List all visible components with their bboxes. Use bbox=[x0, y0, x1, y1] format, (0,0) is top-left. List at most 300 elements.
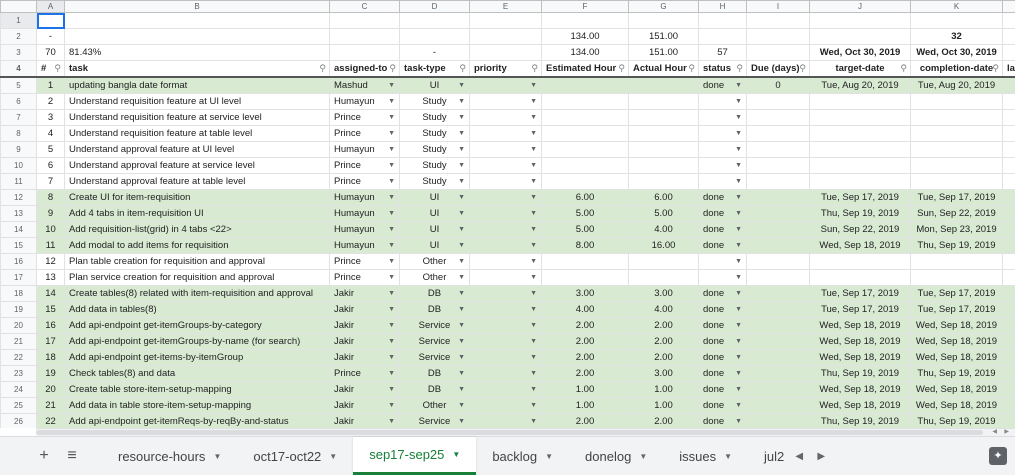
total-estimated-hour[interactable] bbox=[542, 29, 629, 45]
completion-date-cell[interactable] bbox=[911, 334, 1003, 350]
target-date-cell[interactable] bbox=[810, 350, 911, 366]
actual-hour-cell[interactable] bbox=[629, 142, 699, 158]
due-days-cell[interactable] bbox=[747, 414, 810, 429]
task-cell[interactable] bbox=[65, 270, 330, 286]
target-date-cell[interactable] bbox=[810, 94, 911, 110]
assigned-to-cell[interactable] bbox=[330, 254, 400, 270]
target-date-cell[interactable] bbox=[810, 110, 911, 126]
completion-date-cell[interactable] bbox=[911, 190, 1003, 206]
dropdown-arrow-icon[interactable]: ▼ bbox=[388, 318, 395, 333]
task-cell[interactable] bbox=[65, 398, 330, 414]
estimated-hour-cell[interactable] bbox=[542, 414, 629, 429]
status-cell[interactable] bbox=[699, 334, 747, 350]
dropdown-arrow-icon[interactable]: ▼ bbox=[530, 110, 537, 125]
priority-cell[interactable] bbox=[470, 94, 542, 110]
task-number[interactable] bbox=[37, 77, 65, 94]
header-status[interactable] bbox=[699, 61, 747, 78]
assigned-to-cell[interactable] bbox=[330, 142, 400, 158]
assigned-to-cell[interactable] bbox=[330, 398, 400, 414]
completion-date-cell[interactable] bbox=[911, 286, 1003, 302]
cell[interactable] bbox=[699, 13, 747, 29]
task-type-cell[interactable] bbox=[400, 222, 470, 238]
task-cell[interactable] bbox=[65, 174, 330, 190]
status-cell[interactable] bbox=[699, 350, 747, 366]
summary-count[interactable] bbox=[911, 29, 1003, 45]
sheet-tab-issues[interactable] bbox=[663, 437, 748, 475]
priority-cell[interactable] bbox=[470, 206, 542, 222]
target-date-cell[interactable] bbox=[810, 302, 911, 318]
actual-hour-cell[interactable] bbox=[629, 382, 699, 398]
task-cell[interactable] bbox=[65, 94, 330, 110]
completion-date-cell[interactable] bbox=[911, 126, 1003, 142]
due-days-cell[interactable] bbox=[747, 366, 810, 382]
row-number[interactable] bbox=[1, 302, 37, 318]
dropdown-arrow-icon[interactable]: ▼ bbox=[530, 78, 537, 93]
task-number[interactable] bbox=[37, 350, 65, 366]
status-cell[interactable] bbox=[699, 222, 747, 238]
dropdown-arrow-icon[interactable]: ▼ bbox=[735, 78, 742, 93]
task-cell[interactable] bbox=[65, 190, 330, 206]
tabs-scroll-left-icon[interactable]: ◀ bbox=[788, 451, 810, 462]
task-type-cell[interactable] bbox=[400, 206, 470, 222]
status-cell[interactable] bbox=[699, 254, 747, 270]
dropdown-arrow-icon[interactable]: ▼ bbox=[735, 414, 742, 428]
due-days-cell[interactable] bbox=[747, 110, 810, 126]
dropdown-arrow-icon[interactable]: ▼ bbox=[458, 174, 465, 189]
completion-date-cell[interactable] bbox=[911, 302, 1003, 318]
status-cell[interactable] bbox=[699, 126, 747, 142]
task-number[interactable] bbox=[37, 334, 65, 350]
assigned-to-cell[interactable] bbox=[330, 286, 400, 302]
actual-hour-cell[interactable] bbox=[629, 222, 699, 238]
completion-date-cell[interactable] bbox=[911, 382, 1003, 398]
priority-cell[interactable] bbox=[470, 222, 542, 238]
header-priority[interactable] bbox=[470, 61, 542, 78]
dropdown-arrow-icon[interactable]: ▼ bbox=[458, 222, 465, 237]
row-number[interactable]: 3 bbox=[1, 45, 37, 61]
assigned-to-cell[interactable] bbox=[330, 190, 400, 206]
dropdown-arrow-icon[interactable]: ▼ bbox=[388, 350, 395, 365]
column-header[interactable] bbox=[330, 1, 400, 13]
dropdown-arrow-icon[interactable]: ▼ bbox=[388, 78, 395, 93]
selected-cell[interactable] bbox=[37, 13, 65, 29]
sheet-tab-oct17-oct22[interactable] bbox=[237, 437, 353, 475]
dropdown-arrow-icon[interactable]: ▼ bbox=[458, 334, 465, 349]
task-cell[interactable] bbox=[65, 318, 330, 334]
assigned-to-cell[interactable] bbox=[330, 302, 400, 318]
due-days-cell[interactable] bbox=[747, 398, 810, 414]
assigned-to-cell[interactable] bbox=[330, 174, 400, 190]
dropdown-arrow-icon[interactable]: ▼ bbox=[388, 174, 395, 189]
task-cell[interactable] bbox=[65, 142, 330, 158]
row-number[interactable] bbox=[1, 77, 37, 94]
cell[interactable] bbox=[65, 29, 330, 45]
target-date-cell[interactable] bbox=[810, 286, 911, 302]
actual-hour-cell[interactable] bbox=[629, 158, 699, 174]
chevron-down-icon[interactable]: ▼ bbox=[724, 452, 732, 461]
dropdown-arrow-icon[interactable]: ▼ bbox=[458, 318, 465, 333]
header-task[interactable] bbox=[65, 61, 330, 78]
dropdown-arrow-icon[interactable]: ▼ bbox=[388, 126, 395, 141]
target-date-cell[interactable] bbox=[810, 318, 911, 334]
dropdown-arrow-icon[interactable]: ▼ bbox=[388, 414, 395, 428]
task-type-cell[interactable] bbox=[400, 142, 470, 158]
dropdown-arrow-icon[interactable]: ▼ bbox=[735, 190, 742, 205]
cell[interactable] bbox=[1003, 206, 1015, 222]
task-type-cell[interactable] bbox=[400, 110, 470, 126]
task-cell[interactable] bbox=[65, 238, 330, 254]
row-number[interactable] bbox=[1, 334, 37, 350]
cell[interactable] bbox=[1003, 238, 1015, 254]
completion-date-cell[interactable] bbox=[911, 110, 1003, 126]
assigned-to-cell[interactable] bbox=[330, 110, 400, 126]
actual-hour-cell[interactable] bbox=[629, 110, 699, 126]
actual-hour-cell[interactable] bbox=[629, 398, 699, 414]
dropdown-arrow-icon[interactable]: ▼ bbox=[530, 286, 537, 301]
filter-icon[interactable]: ⚲ bbox=[688, 61, 695, 76]
cell[interactable] bbox=[542, 13, 629, 29]
dropdown-arrow-icon[interactable]: ▼ bbox=[388, 110, 395, 125]
task-type-cell[interactable] bbox=[400, 174, 470, 190]
dropdown-arrow-icon[interactable]: ▼ bbox=[735, 382, 742, 397]
chevron-down-icon[interactable]: ▼ bbox=[639, 452, 647, 461]
dropdown-arrow-icon[interactable]: ▼ bbox=[388, 382, 395, 397]
task-type-cell[interactable] bbox=[400, 334, 470, 350]
estimated-hour-cell[interactable] bbox=[542, 190, 629, 206]
target-date-cell[interactable] bbox=[810, 414, 911, 429]
task-cell[interactable] bbox=[65, 350, 330, 366]
dropdown-arrow-icon[interactable]: ▼ bbox=[530, 126, 537, 141]
dropdown-arrow-icon[interactable]: ▼ bbox=[735, 334, 742, 349]
cell[interactable] bbox=[1003, 350, 1015, 366]
dropdown-arrow-icon[interactable]: ▼ bbox=[735, 206, 742, 221]
due-days-cell[interactable] bbox=[747, 190, 810, 206]
priority-cell[interactable] bbox=[470, 350, 542, 366]
task-type-cell[interactable] bbox=[400, 238, 470, 254]
completion-date-cell[interactable] bbox=[911, 350, 1003, 366]
row-number[interactable] bbox=[1, 158, 37, 174]
due-days-cell[interactable] bbox=[747, 77, 810, 94]
target-date-cell[interactable] bbox=[810, 254, 911, 270]
target-date-cell[interactable] bbox=[810, 206, 911, 222]
completion-percent[interactable] bbox=[65, 45, 330, 61]
dropdown-arrow-icon[interactable]: ▼ bbox=[530, 222, 537, 237]
dropdown-arrow-icon[interactable]: ▼ bbox=[735, 302, 742, 317]
cell[interactable] bbox=[1003, 110, 1015, 126]
status-cell[interactable] bbox=[699, 414, 747, 429]
task-type-cell[interactable] bbox=[400, 414, 470, 429]
priority-cell[interactable] bbox=[470, 414, 542, 429]
task-number[interactable] bbox=[37, 318, 65, 334]
priority-cell[interactable] bbox=[470, 398, 542, 414]
cell[interactable] bbox=[1003, 302, 1015, 318]
chevron-down-icon[interactable]: ▼ bbox=[329, 452, 337, 461]
cell[interactable] bbox=[747, 29, 810, 45]
completion-date-cell[interactable] bbox=[911, 94, 1003, 110]
dropdown-arrow-icon[interactable]: ▼ bbox=[458, 270, 465, 285]
row-number[interactable] bbox=[1, 206, 37, 222]
dropdown-arrow-icon[interactable]: ▼ bbox=[735, 398, 742, 413]
estimated-hour-cell[interactable] bbox=[542, 158, 629, 174]
cell[interactable] bbox=[470, 45, 542, 61]
header-truncated[interactable] bbox=[1003, 61, 1015, 78]
status-cell[interactable] bbox=[699, 110, 747, 126]
dropdown-arrow-icon[interactable]: ▼ bbox=[735, 254, 742, 269]
priority-cell[interactable] bbox=[470, 318, 542, 334]
cell[interactable] bbox=[1003, 366, 1015, 382]
task-number[interactable] bbox=[37, 222, 65, 238]
latest-target-date[interactable] bbox=[810, 45, 911, 61]
dropdown-arrow-icon[interactable]: ▼ bbox=[735, 142, 742, 157]
filter-icon[interactable]: ⚲ bbox=[54, 61, 61, 76]
task-type-cell[interactable] bbox=[400, 158, 470, 174]
priority-cell[interactable] bbox=[470, 158, 542, 174]
cell[interactable] bbox=[629, 45, 699, 61]
priority-cell[interactable] bbox=[470, 77, 542, 94]
column-header[interactable] bbox=[542, 1, 629, 13]
chevron-down-icon[interactable]: ▼ bbox=[452, 450, 460, 459]
cell[interactable] bbox=[1003, 174, 1015, 190]
completion-date-cell[interactable] bbox=[911, 174, 1003, 190]
due-days-cell[interactable] bbox=[747, 238, 810, 254]
cell[interactable] bbox=[1003, 45, 1015, 61]
dropdown-arrow-icon[interactable]: ▼ bbox=[530, 366, 537, 381]
cell[interactable] bbox=[810, 13, 911, 29]
scroll-right-icon[interactable]: ▶ bbox=[1004, 428, 1009, 435]
column-header[interactable] bbox=[37, 1, 65, 13]
task-type-cell[interactable] bbox=[400, 286, 470, 302]
due-days-cell[interactable] bbox=[747, 350, 810, 366]
due-days-cell[interactable] bbox=[747, 286, 810, 302]
estimated-hour-cell[interactable] bbox=[542, 77, 629, 94]
dropdown-arrow-icon[interactable]: ▼ bbox=[388, 94, 395, 109]
task-type-cell[interactable] bbox=[400, 190, 470, 206]
estimated-hour-cell[interactable] bbox=[542, 222, 629, 238]
dropdown-arrow-icon[interactable]: ▼ bbox=[458, 366, 465, 381]
actual-hour-cell[interactable] bbox=[629, 190, 699, 206]
actual-hour-cell[interactable] bbox=[629, 238, 699, 254]
task-number[interactable] bbox=[37, 382, 65, 398]
task-cell[interactable] bbox=[65, 366, 330, 382]
task-type-cell[interactable] bbox=[400, 126, 470, 142]
actual-hour-cell[interactable] bbox=[629, 302, 699, 318]
estimated-hour-cell[interactable] bbox=[542, 206, 629, 222]
status-cell[interactable] bbox=[699, 286, 747, 302]
sheet-tab-donelog[interactable] bbox=[569, 437, 663, 475]
header-completion-date[interactable] bbox=[911, 61, 1003, 78]
column-header[interactable] bbox=[911, 1, 1003, 13]
completion-date-cell[interactable] bbox=[911, 318, 1003, 334]
row-number[interactable] bbox=[1, 222, 37, 238]
dropdown-arrow-icon[interactable]: ▼ bbox=[388, 286, 395, 301]
cell[interactable] bbox=[400, 13, 470, 29]
dropdown-arrow-icon[interactable]: ▼ bbox=[735, 94, 742, 109]
cell[interactable] bbox=[1003, 414, 1015, 429]
due-days-cell[interactable] bbox=[747, 158, 810, 174]
dropdown-arrow-icon[interactable]: ▼ bbox=[530, 318, 537, 333]
dropdown-arrow-icon[interactable]: ▼ bbox=[388, 222, 395, 237]
scroll-left-icon[interactable]: ◀ bbox=[992, 428, 997, 435]
latest-completion-date[interactable] bbox=[911, 45, 1003, 61]
due-days-cell[interactable] bbox=[747, 382, 810, 398]
column-header[interactable] bbox=[65, 1, 330, 13]
cell[interactable] bbox=[470, 13, 542, 29]
cell[interactable] bbox=[911, 13, 1003, 29]
dropdown-arrow-icon[interactable]: ▼ bbox=[458, 78, 465, 93]
filter-icon[interactable]: ⚲ bbox=[319, 61, 326, 76]
estimated-hour-cell[interactable] bbox=[542, 350, 629, 366]
task-count[interactable] bbox=[37, 45, 65, 61]
target-date-cell[interactable] bbox=[810, 334, 911, 350]
priority-cell[interactable] bbox=[470, 270, 542, 286]
target-date-cell[interactable] bbox=[810, 77, 911, 94]
due-days-cell[interactable] bbox=[747, 302, 810, 318]
dropdown-arrow-icon[interactable]: ▼ bbox=[458, 110, 465, 125]
dropdown-arrow-icon[interactable]: ▼ bbox=[530, 334, 537, 349]
task-number[interactable] bbox=[37, 366, 65, 382]
estimated-hour-cell[interactable] bbox=[542, 318, 629, 334]
cell[interactable] bbox=[1003, 286, 1015, 302]
completion-date-cell[interactable] bbox=[911, 254, 1003, 270]
actual-hour-cell[interactable] bbox=[629, 254, 699, 270]
estimated-hour-cell[interactable] bbox=[542, 94, 629, 110]
dropdown-arrow-icon[interactable]: ▼ bbox=[530, 94, 537, 109]
priority-cell[interactable] bbox=[470, 110, 542, 126]
header-num[interactable] bbox=[37, 61, 65, 78]
dropdown-arrow-icon[interactable]: ▼ bbox=[458, 94, 465, 109]
completion-date-cell[interactable] bbox=[911, 77, 1003, 94]
estimated-hour-cell[interactable] bbox=[542, 110, 629, 126]
header-due-days[interactable] bbox=[747, 61, 810, 78]
completion-date-cell[interactable] bbox=[911, 238, 1003, 254]
row-number[interactable] bbox=[1, 126, 37, 142]
task-type-cell[interactable] bbox=[400, 254, 470, 270]
cell[interactable] bbox=[400, 29, 470, 45]
cell[interactable] bbox=[65, 13, 330, 29]
status-cell[interactable] bbox=[699, 318, 747, 334]
dropdown-arrow-icon[interactable]: ▼ bbox=[388, 334, 395, 349]
priority-cell[interactable] bbox=[470, 126, 542, 142]
estimated-hour-cell[interactable] bbox=[542, 238, 629, 254]
cell[interactable] bbox=[747, 13, 810, 29]
estimated-hour-cell[interactable] bbox=[542, 366, 629, 382]
target-date-cell[interactable] bbox=[810, 174, 911, 190]
filter-icon[interactable]: ⚲ bbox=[736, 61, 743, 76]
assigned-to-cell[interactable] bbox=[330, 158, 400, 174]
add-sheet-button[interactable]: + bbox=[30, 447, 58, 465]
due-days-cell[interactable] bbox=[747, 318, 810, 334]
dropdown-arrow-icon[interactable]: ▼ bbox=[530, 414, 537, 428]
estimated-hour-cell[interactable] bbox=[542, 270, 629, 286]
estimated-hour-cell[interactable] bbox=[542, 286, 629, 302]
filter-icon[interactable]: ⚲ bbox=[618, 61, 625, 76]
cell[interactable] bbox=[1003, 318, 1015, 334]
task-type-cell[interactable] bbox=[400, 318, 470, 334]
completion-date-cell[interactable] bbox=[911, 158, 1003, 174]
task-type-cell[interactable] bbox=[400, 270, 470, 286]
row-number[interactable] bbox=[1, 142, 37, 158]
actual-hour-cell[interactable] bbox=[629, 206, 699, 222]
completion-date-cell[interactable] bbox=[911, 270, 1003, 286]
filter-icon[interactable]: ⚲ bbox=[459, 61, 466, 76]
actual-hour-cell[interactable] bbox=[629, 94, 699, 110]
target-date-cell[interactable] bbox=[810, 222, 911, 238]
assigned-to-cell[interactable] bbox=[330, 318, 400, 334]
completion-date-cell[interactable] bbox=[911, 142, 1003, 158]
chevron-down-icon[interactable]: ▼ bbox=[213, 452, 221, 461]
dropdown-arrow-icon[interactable]: ▼ bbox=[458, 398, 465, 413]
dropdown-arrow-icon[interactable]: ▼ bbox=[388, 158, 395, 173]
column-header[interactable] bbox=[470, 1, 542, 13]
scrollbar-thumb[interactable] bbox=[36, 430, 983, 435]
column-header[interactable] bbox=[810, 1, 911, 13]
status-cell[interactable] bbox=[699, 190, 747, 206]
task-number[interactable] bbox=[37, 110, 65, 126]
row-number[interactable] bbox=[1, 94, 37, 110]
target-date-cell[interactable] bbox=[810, 398, 911, 414]
actual-hour-cell[interactable] bbox=[629, 286, 699, 302]
target-date-cell[interactable] bbox=[810, 158, 911, 174]
due-days-cell[interactable] bbox=[747, 142, 810, 158]
header-task-type[interactable] bbox=[400, 61, 470, 78]
due-days-cell[interactable] bbox=[747, 222, 810, 238]
row-number[interactable] bbox=[1, 366, 37, 382]
task-number[interactable] bbox=[37, 254, 65, 270]
sheet-tab-resource-hours[interactable] bbox=[102, 437, 237, 475]
estimated-hour-cell[interactable] bbox=[542, 126, 629, 142]
due-days-cell[interactable] bbox=[747, 94, 810, 110]
estimated-hour-cell[interactable] bbox=[542, 398, 629, 414]
cell[interactable] bbox=[1003, 94, 1015, 110]
row-number[interactable] bbox=[1, 286, 37, 302]
dropdown-arrow-icon[interactable]: ▼ bbox=[530, 302, 537, 317]
filter-icon[interactable]: ⚲ bbox=[799, 61, 806, 76]
filter-icon[interactable]: ⚲ bbox=[992, 61, 999, 76]
cell[interactable] bbox=[470, 29, 542, 45]
priority-cell[interactable] bbox=[470, 334, 542, 350]
dropdown-arrow-icon[interactable]: ▼ bbox=[458, 414, 465, 428]
dropdown-arrow-icon[interactable]: ▼ bbox=[388, 366, 395, 381]
priority-cell[interactable] bbox=[470, 254, 542, 270]
chevron-down-icon[interactable]: ▼ bbox=[545, 452, 553, 461]
target-date-cell[interactable] bbox=[810, 126, 911, 142]
task-cell[interactable] bbox=[65, 206, 330, 222]
task-type-cell[interactable] bbox=[400, 350, 470, 366]
task-number[interactable] bbox=[37, 158, 65, 174]
cell[interactable] bbox=[1003, 158, 1015, 174]
cell[interactable] bbox=[37, 29, 65, 45]
task-cell[interactable] bbox=[65, 334, 330, 350]
column-header[interactable] bbox=[1003, 1, 1015, 13]
filter-icon[interactable]: ⚲ bbox=[900, 61, 907, 76]
column-header[interactable] bbox=[699, 1, 747, 13]
dropdown-arrow-icon[interactable]: ▼ bbox=[530, 382, 537, 397]
cell[interactable] bbox=[1003, 398, 1015, 414]
row-number[interactable] bbox=[1, 110, 37, 126]
dropdown-arrow-icon[interactable]: ▼ bbox=[530, 254, 537, 269]
dropdown-arrow-icon[interactable]: ▼ bbox=[530, 238, 537, 253]
dropdown-arrow-icon[interactable]: ▼ bbox=[530, 142, 537, 157]
target-date-cell[interactable] bbox=[810, 366, 911, 382]
sheet-tab-sep17-sep25[interactable] bbox=[353, 437, 476, 475]
assigned-to-cell[interactable] bbox=[330, 222, 400, 238]
status-cell[interactable] bbox=[699, 158, 747, 174]
dropdown-arrow-icon[interactable]: ▼ bbox=[735, 174, 742, 189]
dropdown-arrow-icon[interactable]: ▼ bbox=[735, 270, 742, 285]
cell[interactable] bbox=[747, 45, 810, 61]
row-number[interactable] bbox=[1, 270, 37, 286]
task-type-cell[interactable] bbox=[400, 398, 470, 414]
